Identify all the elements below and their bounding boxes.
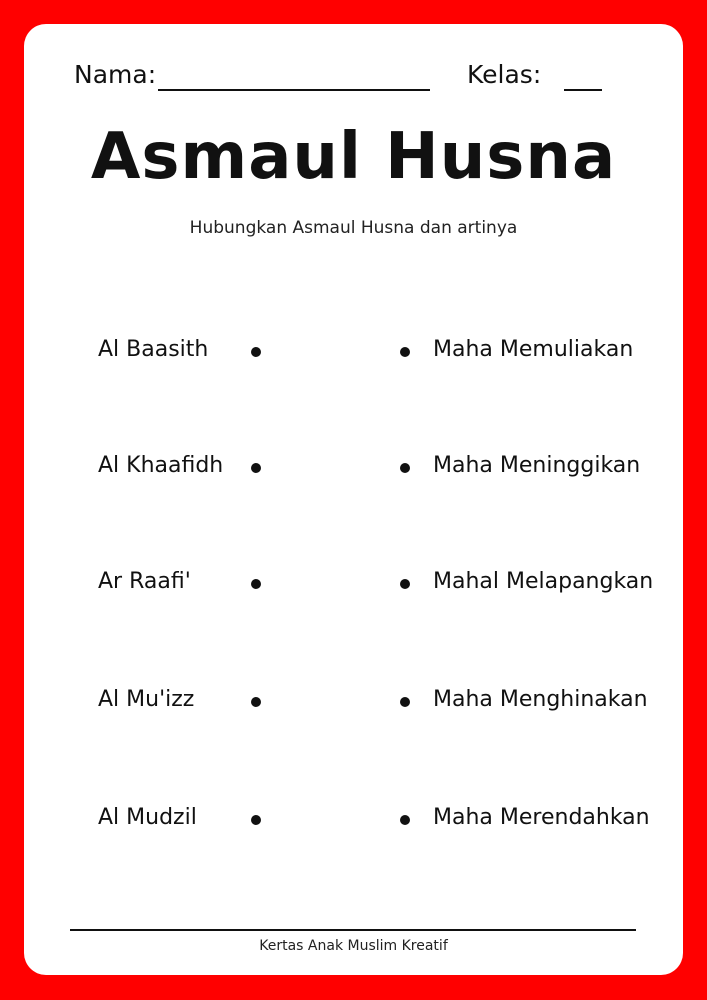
worksheet-sheet bbox=[24, 24, 683, 975]
right-connector-dot[interactable] bbox=[400, 463, 410, 473]
right-term: Maha Meninggikan bbox=[433, 453, 641, 478]
page-title: Asmaul Husna bbox=[90, 120, 617, 194]
footer-credit: Kertas Anak Muslim Kreatif bbox=[259, 938, 448, 954]
match-row-3 bbox=[24, 569, 683, 605]
right-term: Maha Menghinakan bbox=[433, 687, 648, 712]
instruction-text: Hubungkan Asmaul Husna dan artinya bbox=[189, 218, 518, 238]
match-row-1 bbox=[24, 337, 683, 373]
match-row-4 bbox=[24, 687, 683, 723]
left-connector-dot[interactable] bbox=[251, 347, 261, 357]
name-label: Nama: bbox=[74, 60, 157, 89]
right-term: Mahal Melapangkan bbox=[433, 569, 654, 594]
student-info-row bbox=[24, 60, 683, 100]
left-term: Ar Raafi' bbox=[98, 569, 191, 594]
left-connector-dot[interactable] bbox=[251, 579, 261, 589]
class-label: Kelas: bbox=[467, 60, 542, 89]
match-row-2 bbox=[24, 453, 683, 489]
right-connector-dot[interactable] bbox=[400, 815, 410, 825]
left-term: Al Khaafidh bbox=[98, 453, 224, 478]
left-connector-dot[interactable] bbox=[251, 815, 261, 825]
match-row-5 bbox=[24, 805, 683, 841]
right-connector-dot[interactable] bbox=[400, 347, 410, 357]
left-term: Al Mudzil bbox=[98, 805, 197, 830]
left-term: Al Baasith bbox=[98, 337, 209, 362]
right-connector-dot[interactable] bbox=[400, 579, 410, 589]
right-term: Maha Memuliakan bbox=[433, 337, 634, 362]
right-connector-dot[interactable] bbox=[400, 697, 410, 707]
left-connector-dot[interactable] bbox=[251, 463, 261, 473]
class-fill-line[interactable] bbox=[564, 89, 602, 91]
left-term: Al Mu'izz bbox=[98, 687, 195, 712]
footer-divider bbox=[70, 929, 636, 931]
name-fill-line[interactable] bbox=[158, 89, 430, 91]
left-connector-dot[interactable] bbox=[251, 697, 261, 707]
right-term: Maha Merendahkan bbox=[433, 805, 650, 830]
